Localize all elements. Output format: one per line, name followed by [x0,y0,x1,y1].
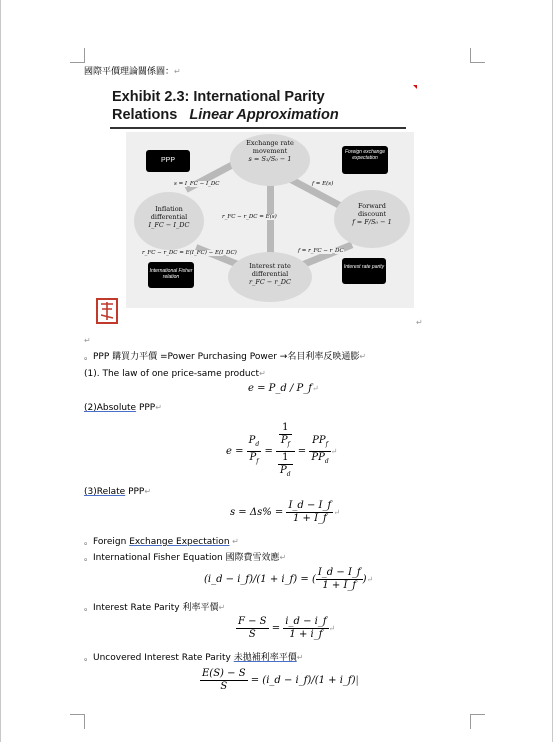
equation-4[interactable]: (i_d − i_f)/(1 + i_f) = ( $\frac{I\_d - I\_f}{1 + I\_f}$ )↵ [204,567,374,591]
equation-3[interactable]: s = Δs% = $\frac{I\_d - I\_f}{1 + I\_f}$ ↵ [230,500,340,524]
label-bottom-right-equation: f = r_FC − r_DC [298,248,344,254]
relative-ppp-line[interactable]: (3)Relate PPP↵ [84,487,152,497]
page-edge-left [0,0,1,742]
node-inflation-differential: Inflation differential I_FC − I_DC [134,192,204,250]
node-interest-rate-differential: Interest rate differential r_FC − r_DC [228,252,312,302]
interest-rate-parity-line[interactable]: 。Interest Rate Parity 利率平價↵ [84,603,226,613]
international-fisher-line[interactable]: 。International Fisher Equation 國際費雪效應↵ [84,553,287,563]
exhibit-title: Exhibit 2.3: International Parity Relations Linear Approximation [112,89,339,123]
equation-1[interactable]: e = P_d / P_f↵ [248,383,319,394]
text-cursor: | [355,675,359,686]
red-corner-mark [413,85,417,89]
exhibit-divider [110,127,406,129]
label-s-equation: s = I_FC − I_DC [174,181,220,187]
node-forward-discount: Forward discount f = F/S₀ − 1 [334,190,410,248]
red-seal-stamp [94,296,120,326]
crop-mark-top-right [470,48,485,63]
document-heading[interactable]: 國際平價理論關係圖：↵ [84,67,181,77]
label-f-equation: f = E(s) [312,181,334,187]
crop-mark-bottom-right [470,714,485,729]
uncovered-interest-rate-parity-line[interactable]: 。Uncovered Interest Rate Parity 未拋補利率平價↵ [84,653,304,663]
empty-paragraph-mark: ↵ [84,336,91,345]
exhibit-image[interactable] [106,84,418,330]
node-exchange-rate-movement: Exchange rate movement s = S₁/S₀ − 1 [230,134,310,186]
parity-diagram [126,132,414,308]
equation-2[interactable]: e = $\frac{P_d}{P_f}$ = $\frac{\frac{1}{P_f}}{\frac{1}{P_d}}$ = $\frac{PP_f}{PP_d}$ ↵ [226,422,338,478]
ppp-line[interactable]: 。PPP 購買力平價 =Power Purchasing Power →名目利率反映通膨↵ [84,352,367,362]
box-foreign-exchange-expectation: Foreign exchange expectation [342,146,388,174]
absolute-ppp-line[interactable]: (2)Absolute PPP↵ [84,403,162,413]
crop-mark-top-left [70,48,85,63]
crop-mark-bottom-left [70,714,85,729]
equation-6[interactable]: $\frac{E(S) - S}{S}$ = (i_d − i_f)/(1 + i_f)| [202,668,359,692]
paragraph-mark: ↵ [174,67,181,76]
box-international-fisher-relation: International Fisher relation [148,262,194,288]
label-mid-equation: r_FC − r_DC = E(s) [222,214,277,220]
equation-5[interactable]: $\frac{F - S}{S}$ = $\frac{i\_d - i\_f}{1 + i\_f}$ ↵ [238,616,336,640]
box-interest-rate-parity: Interest rate parity [342,258,386,284]
box-ppp: PPP [146,150,190,172]
foreign-exchange-expectation-line[interactable]: 。Foreign Exchange Expectation ↵ [84,537,239,547]
image-paragraph-mark: ↵ [416,318,423,327]
label-bottom-left-equation: r_FC − r_DC = E(I_FC) − E(I_DC) [142,250,237,256]
law-of-one-price-line[interactable]: (1). The law of one price-same product↵ [84,369,266,379]
